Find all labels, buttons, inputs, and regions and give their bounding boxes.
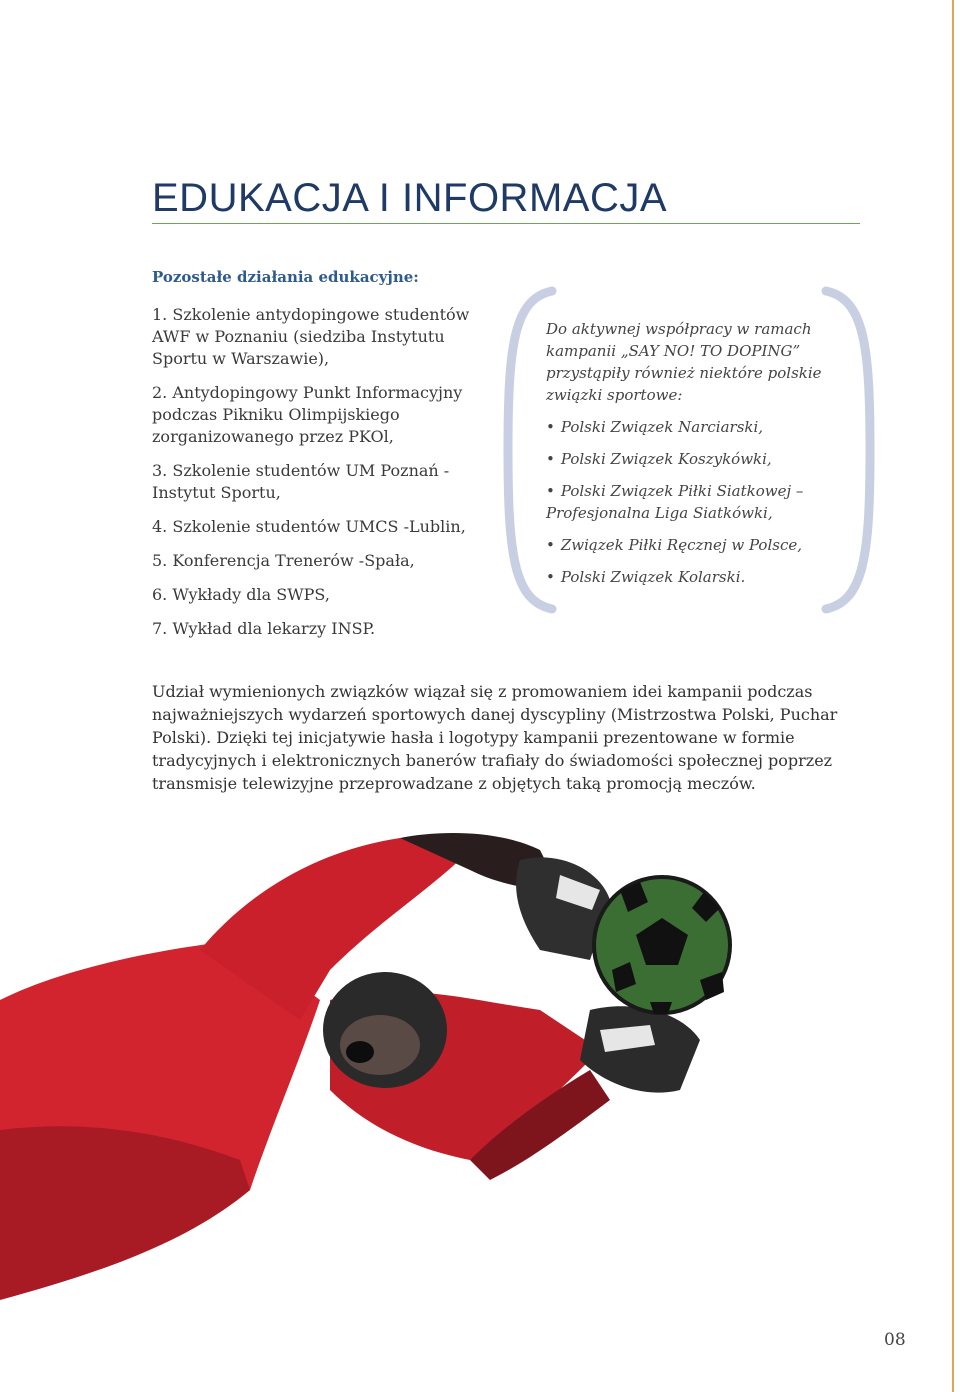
bullet-icon: • [546, 450, 555, 468]
education-item: 1. Szkolenie antydopingowe studentów AWF w Poznaniu (siedziba Instytutu Sportu w Warszawie), [152, 305, 470, 368]
education-item: 4. Szkolenie studentów UMCS -Lublin, [152, 517, 466, 536]
federation-label: Polski Związek Koszykówki, [560, 450, 772, 468]
page-edge-line [952, 0, 954, 1392]
education-item: 5. Konferencja Trenerów -Spała, [152, 551, 415, 570]
bullet-icon: • [546, 568, 555, 586]
bullet-icon: • [546, 418, 555, 436]
page-number: 08 [884, 1330, 906, 1350]
federation-item [546, 480, 836, 524]
federation-item [546, 534, 836, 556]
federation-label: Związek Piłki Ręcznej w Polsce, [560, 536, 803, 554]
education-item: 7. Wykład dla lekarzy INSP. [152, 619, 376, 638]
education-list [152, 304, 482, 652]
title-divider [152, 223, 860, 224]
campaign-box [546, 318, 836, 598]
page-title: EDUKACJA I INFORMACJA [152, 176, 668, 220]
education-item: 6. Wykłady dla SWPS, [152, 585, 330, 604]
bullet-icon: • [546, 536, 555, 554]
education-heading: Pozostałe działania edukacyjne: [152, 268, 419, 286]
goalkeeper-photo [0, 830, 760, 1330]
federation-label: Polski Związek Narciarski, [560, 418, 764, 436]
federation-label: Polski Związek Piłki Siatkowej – Profesjonalna Liga Siatkówki, [546, 482, 804, 522]
federation-label: Polski Związek Kolarski. [560, 568, 746, 586]
federation-item [546, 416, 836, 438]
education-item: 2. Antydopingowy Punkt Informacyjny podczas Pikniku Olimpijskiego zorganizowanego przez PKOl, [152, 383, 463, 446]
education-item: 3. Szkolenie studentów UM Poznań - Instytut Sportu, [152, 461, 450, 502]
body-paragraph: Udział wymienionych związków wiązał się z promowaniem idei kampanii podczas najważniejszych wydarzeń sportowych danej dyscypliny (Mistrzostwa Polski, Puchar Polski). Dzięki tej inicjatywie hasła i logotypy kampanii prezentowane w formie tradycyjnych i elektronicznych banerów trafiały do świadomości społecznej poprzez transmisje telewizyjne przeprowadzane z objętych taką promocją meczów. [152, 682, 838, 793]
bullet-icon: • [546, 482, 555, 500]
federation-item [546, 566, 836, 588]
federation-item [546, 448, 836, 470]
campaign-intro: Do aktywnej współpracy w ramach kampanii „SAY NO! TO DOPING” przystąpiły również niektóre polskie związki sportowe: [546, 320, 822, 404]
federation-list [546, 416, 836, 588]
